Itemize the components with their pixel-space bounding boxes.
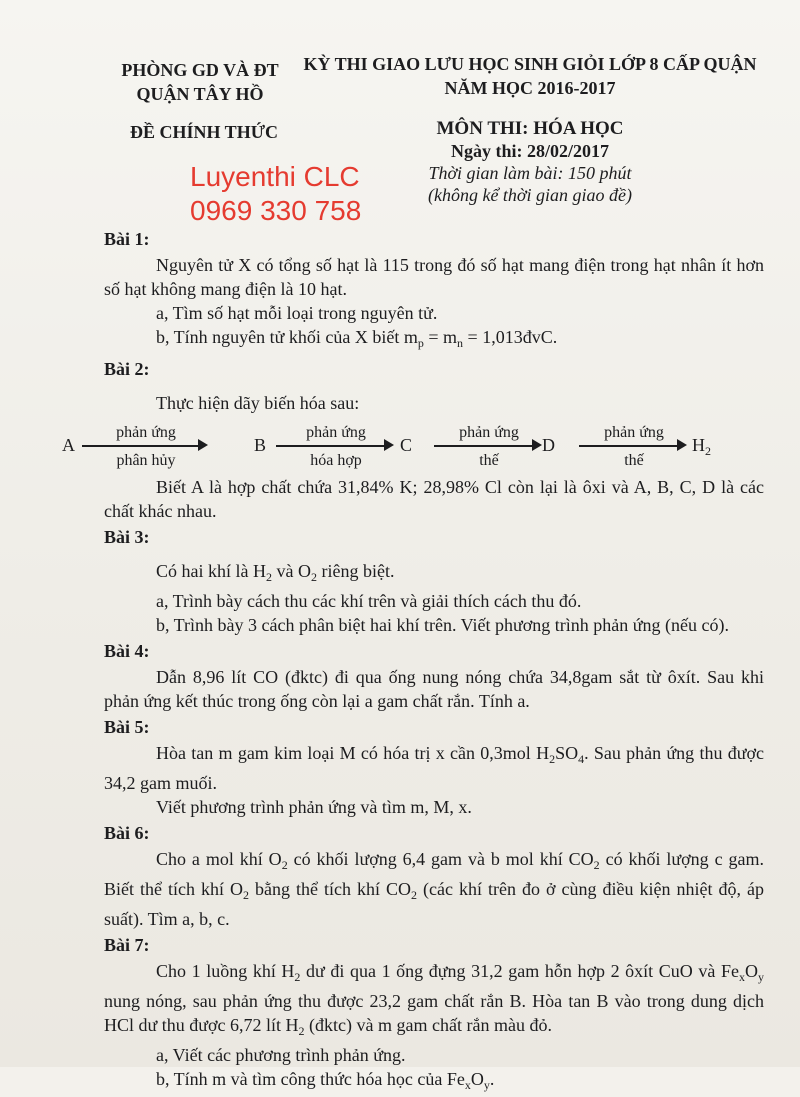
chain-node-c: C bbox=[400, 435, 413, 455]
chain-node-a: A bbox=[62, 435, 75, 455]
issuer-line-2: QUẬN TÂY HỒ bbox=[136, 84, 264, 104]
reaction-chain: A phản ứng phân hủy B phản ứng hóa hợp C phản ứng thế D phản ứng thế $H_2$ bbox=[62, 424, 711, 469]
problem-6-title: Bài 6: bbox=[104, 823, 150, 843]
issuer-line-1: PHÒNG GD VÀ ĐT bbox=[121, 60, 279, 80]
exam-header bbox=[300, 52, 760, 100]
problem-5-text: Hòa tan m gam kim loại M có hóa trị x cần 0,3mol $H_2SO_4$. Sau phản ứng thu được 34,2 gam muối. bbox=[104, 743, 765, 793]
problem-3-part-a: a, Trình bày cách thu các khí trên và giải thích cách thu đó. bbox=[156, 591, 582, 611]
watermark bbox=[190, 160, 361, 228]
problem-4-title: Bài 4: bbox=[104, 641, 150, 661]
subject-block bbox=[410, 118, 650, 206]
watermark-line-2: 0969 330 758 bbox=[190, 195, 362, 226]
watermark-line-1: Luyenthi CLC bbox=[190, 161, 360, 192]
chain-node-d: D bbox=[542, 435, 555, 455]
problem-2-text: Biết A là hợp chất chứa 31,84% K; 28,98% Cl còn lại là ôxi và A, B, C, D là các chất khác nhau. bbox=[104, 477, 764, 521]
school-year: NĂM HỌC 2016-2017 bbox=[444, 78, 616, 98]
exam-date: Ngày thi: 28/02/2017 bbox=[450, 141, 609, 161]
problem-2-intro: Thực hiện dãy biến hóa sau: bbox=[156, 393, 360, 413]
problem-1-title: Bài 1: bbox=[104, 229, 150, 249]
official-label: ĐỀ CHÍNH THỨC bbox=[130, 122, 279, 142]
problem-5-title: Bài 5: bbox=[104, 717, 150, 737]
duration-note: (không kể thời gian giao đề) bbox=[427, 185, 633, 205]
exam-content bbox=[62, 225, 765, 1097]
problem-7-title: Bài 7: bbox=[104, 935, 150, 955]
exam-title: KỲ THI GIAO LƯU HỌC SINH GIỎI LỚP 8 CẤP QUẬN bbox=[303, 54, 757, 74]
problem-3-text: Có hai khí là $H_2$ và $O_2$ riêng biệt. bbox=[156, 561, 395, 584]
problem-7-text: Cho 1 luồng khí $H_2$ dư đi qua 1 ống đựng 31,2 gam hỗn hợp 2 ôxít CuO và $Fe_xO_y$ nung nóng, sau phản ứng thu được 23,2 gam chất rắn B. Hòa tan B vào trong dung dịch HCl dư thu được 6,72 lít $H_2$ (đktc) và m gam chất rắn màu đỏ. bbox=[104, 961, 764, 1038]
problem-7-part-a: a, Viết các phương trình phản ứng. bbox=[156, 1045, 406, 1065]
problem-3-part-b: b, Trình bày 3 cách phân biệt hai khí trên. Viết phương trình phản ứng (nếu có). bbox=[156, 615, 730, 635]
problem-1-part-a: a, Tìm số hạt mỗi loại trong nguyên tử. bbox=[156, 303, 438, 323]
issuer-header bbox=[100, 58, 300, 106]
subject: MÔN THI: HÓA HỌC bbox=[436, 118, 624, 139]
chain-node-b: B bbox=[254, 435, 267, 455]
problem-7-part-b: b, Tính m và tìm công thức hóa học của $Fe_xO_y$. bbox=[156, 1069, 495, 1092]
problem-1-part-b: b, Tính nguyên tử khối của X biết $m_p = m_n$ = 1,013đvC. bbox=[156, 327, 558, 350]
problem-5-text-2: Viết phương trình phản ứng và tìm m, M, x. bbox=[156, 797, 472, 817]
problem-4-text: Dẫn 8,96 lít CO (đktc) đi qua ống nung nóng chứa 34,8gam sắt từ ôxít. Sau khi phản ứng kết thúc trong ống còn lại a gam chất rắn. Tính a. bbox=[104, 667, 764, 711]
problem-6-text: Cho a mol khí $O_2$ có khối lượng 6,4 gam và b mol khí $CO_2$ có khối lượng c gam. Biết thể tích khí $O_2$ bằng thể tích khí $CO_2$ (các khí trên đo ở cùng điều kiện nhiệt độ, áp suất). Tìm a, b, c. bbox=[104, 849, 765, 929]
problem-2-title: Bài 2: bbox=[104, 359, 150, 379]
problem-3-title: Bài 3: bbox=[104, 527, 150, 547]
chain-node-h2: $H_2$ bbox=[692, 435, 711, 458]
problem-1-text: Nguyên tử X có tổng số hạt là 115 trong đó số hạt mang điện trong hạt nhân ít hơn số hạt không mang điện là 10 hạt. bbox=[104, 255, 764, 299]
duration: Thời gian làm bài: 150 phút bbox=[428, 163, 632, 183]
